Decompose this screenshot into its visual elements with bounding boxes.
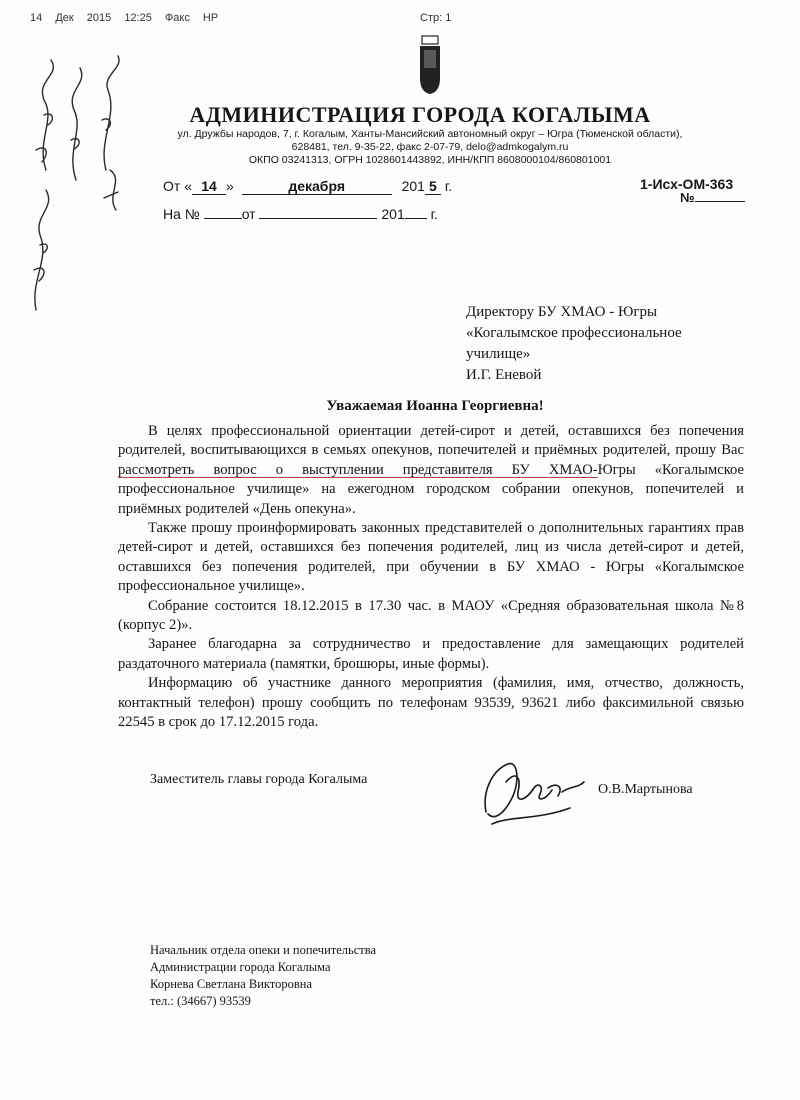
fax-year: 2015: [86, 12, 112, 24]
contact-phone: тел.: (34667) 93539: [150, 994, 251, 1008]
fax-header: [30, 12, 228, 24]
salutation: Уважаемая Иоанна Георгиевна!: [326, 398, 544, 414]
page-label: Стр: 1: [420, 12, 452, 24]
organization-contacts: 628481, тел. 9-35-22, факс 2-07-79, delo@admkogalym.ru: [291, 141, 569, 153]
date-month: декабря: [242, 178, 392, 195]
paragraph: Также прошу проинформировать законных представителей о дополнительных гарантиях прав детей-сирот и детей, оставшихся без попечения родителей, лиц из числа детей-сирот и детей, оставшихся без попечения родителей, при обучении в БУ ХМАО - Югры «Когалымское профессиональное училище».: [118, 520, 744, 595]
addressee-line: И.Г. Еневой: [466, 367, 542, 383]
addressee-line: Директору БУ ХМАО - Югры: [466, 304, 658, 320]
handwritten-margin-note: [6, 20, 146, 320]
paragraph: Заранее благодарна за сотрудничество и предоставление для замещающих родителей раздаточного материала (памятки, брошюры, иные формы).: [118, 636, 744, 672]
reference-line: На № от 201 г.: [163, 206, 438, 222]
date-line: От « 14 » декабря 201 5 г.: [163, 178, 453, 194]
paragraph: Собрание состоится 18.12.2015 в 17.30 час. в МАОУ «Средняя образовательная школа №8 (корпус 2)».: [118, 597, 744, 634]
outgoing-number-label: №: [680, 190, 745, 205]
letter-body: [118, 422, 744, 733]
underlined-request: рассмотреть вопрос о выступлении представителя БУ ХМАО-: [118, 461, 598, 478]
fax-sender: HP: [202, 12, 219, 24]
paragraph: Информацию об участнике данного мероприятия (фамилия, имя, отчество, должность, контактный телефон) прошу сообщить по телефонам 93539, 93621 либо факсимильной связью 22545 в срок до 17.12.2015 года.: [118, 675, 744, 731]
fax-label: Факс: [164, 12, 190, 24]
fax-month: Дек: [55, 12, 74, 24]
organization-address: ул. Дружбы народов, 7, г. Когалым, Ханты-Мансийский автономный округ – Югра (Тюменской области),: [177, 128, 683, 140]
addressee-line: училище»: [466, 346, 531, 362]
signer-name: О.В.Мартынова: [598, 782, 693, 797]
organization-title: АДМИНИСТРАЦИЯ ГОРОДА КОГАЛЫМА: [189, 102, 651, 127]
contact-line: Корнева Светлана Викторовна: [150, 977, 312, 991]
organization-registration: ОКПО 03241313, ОГРН 1028601443892, ИНН/КПП 8608000104/860801001: [248, 154, 612, 166]
date-year-digit: 5: [425, 178, 441, 195]
date-day: 14: [192, 178, 226, 195]
contact-block: [150, 942, 376, 1010]
contact-line: Начальник отдела опеки и попечительства: [150, 943, 377, 957]
fax-time: 12:25: [124, 12, 152, 24]
addressee-block: [466, 302, 682, 386]
signature-icon: [478, 752, 588, 832]
coat-of-arms-icon: [418, 34, 442, 96]
outgoing-number: 1-Исх-ОМ-363: [640, 176, 734, 192]
paragraph: В целях профессиональной ориентации детей-сирот и детей, оставшихся без попечения родителей, воспитывающихся в семьях опекунов, попечителей и приёмных родителей, прошу Вас рассмотреть вопрос о выступлении представителя БУ ХМАО-Югры «Когалымское профессиональное училище» на ежегодном городском собрании опекунов, попечителей и приёмных родителей «День опекуна».: [118, 423, 745, 517]
signer-title: Заместитель главы города Когалыма: [150, 772, 368, 787]
addressee-line: «Когалымское профессиональное: [466, 325, 682, 341]
fax-day: 14: [30, 12, 43, 24]
contact-line: Администрации города Когалыма: [150, 960, 331, 974]
